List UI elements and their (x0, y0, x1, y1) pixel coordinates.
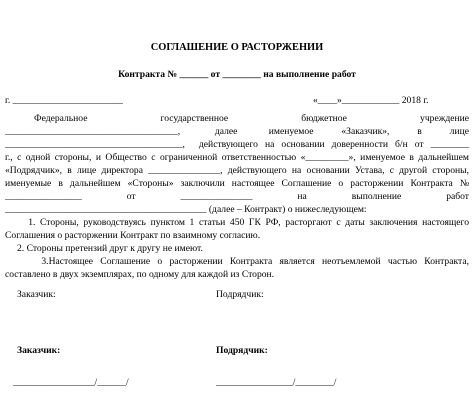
document-subtitle: Контракта № ______ от ________ на выполнение работ (118, 69, 356, 80)
paragraph-line: ________________ от _______________ на выполнение работ (5, 191, 469, 202)
paragraph-line: «Подрядчик», в лице директора _______________, действующего на основании Устава, с другой стороны, (5, 165, 469, 176)
paragraph-line: именуемые в дальнейшем «Стороны» заключили настоящее Соглашение о расторжении Контракта № (5, 178, 469, 189)
item-3-line: составлено в двух экземплярах, по одному для каждой из Сторон. (5, 269, 275, 280)
item-1-line: 1. Стороны, руководствуясь пунктом 1 статьи 450 ГК РФ, расторгают с даты заключения настоящего (5, 217, 469, 228)
item-2-line: 2. Стороны претензий друг к другу не имеют. (5, 243, 203, 254)
item-1-line: Соглашения о расторжении Контракт по взаимному согласию. (5, 230, 261, 241)
paragraph-line: Федеральное государственное бюджетное учреждение (34, 113, 469, 124)
customer-signature-label: Заказчик: (17, 345, 61, 356)
customer-signature-line: _________________/______/ (13, 377, 129, 388)
paragraph-line: __________________________________________ (далее – Контракт) о нижеследующем: (5, 204, 367, 215)
contractor-signature-label: Подрядчик: (216, 345, 268, 356)
place-line: г. _______________________ (5, 95, 123, 106)
customer-label: Заказчик: (17, 289, 56, 300)
date-line: «____»____________ 2018 г. (313, 95, 429, 106)
contractor-label: Подрядчик: (216, 289, 264, 300)
paragraph-line: _____________________________________, действующего на основании доверенности б/н от ________ (5, 139, 469, 150)
paragraph-line: г., с одной стороны, и Общество с ограниченной ответственностью «_________», именуемое в дальнейшем (5, 152, 469, 163)
contractor-signature-line: ________________/________/ (216, 377, 337, 388)
paragraph-line: ____________________________________, далее именуемое «Заказчик», в лице (5, 126, 469, 137)
document-title: СОГЛАШЕНИЕ О РАСТОРЖЕНИИ (150, 42, 324, 53)
item-3-line: 3.Настоящее Соглашение о расторжении Контракта является неотъемлемой частью Контракта, (5, 256, 469, 267)
